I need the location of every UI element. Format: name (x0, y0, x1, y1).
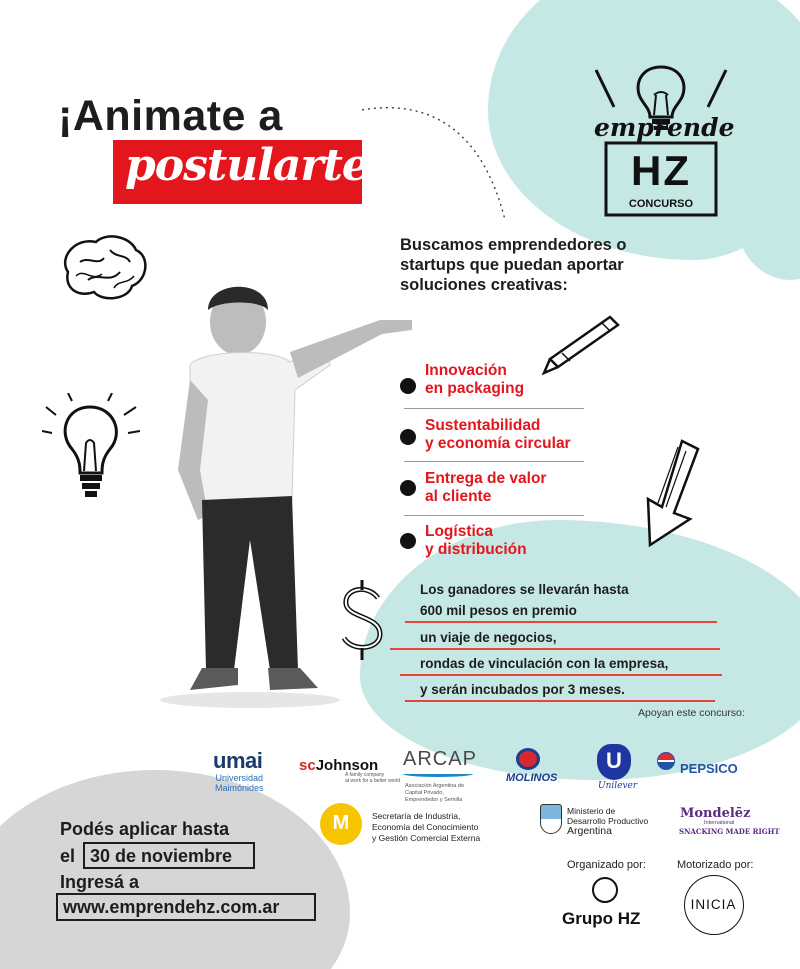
mcdonalds-mark: M (332, 812, 350, 834)
arcap-sub2: Capital Privado, (405, 790, 444, 796)
brain-icon (58, 232, 150, 304)
prize-underline (390, 648, 720, 650)
scjohnson-sub (345, 772, 400, 784)
ministerio-logo (567, 806, 648, 836)
inicia-logo (684, 875, 744, 935)
category-line2: y distribución (425, 541, 527, 558)
category-line2: y economía circular (425, 435, 571, 452)
grupo-hz-logo: Grupo HZ (562, 909, 641, 928)
divider (404, 461, 584, 462)
cta-line1: Podés aplicar hasta (60, 819, 230, 839)
support-label: Apoyan este concurso: (638, 707, 745, 719)
mondelez-tagline: SNACKING MADE RIGHT (679, 827, 780, 836)
logo-sub: CONCURSO (628, 198, 694, 210)
secretaria-line3: y Gestión Comercial Externa (372, 833, 481, 843)
umai-sub1: Universidad (215, 773, 264, 783)
divider (404, 408, 584, 409)
bullet-icon (400, 429, 416, 445)
unilever-logo: Unilever (598, 781, 638, 791)
intro-text: Buscamos emprendedores o startups que puedan aportar soluciones creativas: (400, 236, 627, 294)
secretaria-line1: Secretaría de Industria, (372, 811, 461, 821)
ministerio-line1: Ministerio de (567, 806, 616, 816)
prize-line-5: y serán incubados por 3 meses. (420, 682, 625, 697)
arcap-sub3: Emprendedor y Semilla (405, 797, 463, 803)
unilever-mark-icon (597, 744, 631, 780)
pencil-icon (540, 315, 620, 375)
unilever-mark: U (606, 748, 622, 773)
lightbulb-icon (42, 393, 142, 505)
mondelez-logo: Mondelēz (680, 806, 751, 821)
argentina-shield-icon (540, 804, 562, 834)
scjohnson-name: Johnson (315, 757, 379, 774)
logo-script: emprende (594, 113, 735, 142)
cta-line2-prefix: el (60, 846, 76, 866)
prize-underline (405, 621, 717, 623)
umai-logo: umai (213, 748, 263, 773)
prize-line-3: un viaje de negocios, (420, 630, 557, 645)
prize-line-4: rondas de vinculación con la empresa, (420, 656, 669, 671)
category-line2: en packaging (425, 380, 525, 397)
pepsico-globe-icon (657, 752, 675, 770)
scjohnson-sub2: at work for a better world (345, 778, 401, 784)
bullet-icon (400, 378, 416, 394)
arcap-sub1: Asociación Argentina de (405, 783, 465, 789)
category-line1: Entrega de valor (425, 470, 547, 487)
ministerio-line2: Desarrollo Productivo (567, 816, 649, 826)
molinos-logo: MOLINOS (506, 772, 558, 784)
prize-line-2: 600 mil pesos en premio (420, 603, 577, 618)
dollar-icon (338, 580, 388, 660)
cta-deadline: 30 de noviembre (90, 846, 233, 866)
prize-underline (405, 700, 715, 702)
prize-line-1: Los ganadores se llevarán hasta (420, 582, 629, 597)
cta-url[interactable]: www.emprendehz.com.ar (63, 897, 280, 917)
category-line1: Sustentabilidad (425, 417, 541, 434)
grupo-hz-mark-icon (592, 877, 618, 903)
dotted-arc-decoration (360, 100, 540, 240)
umai-sub (215, 773, 264, 793)
molinos-mark-icon (516, 748, 540, 770)
person-photo (150, 270, 430, 720)
secretaria-line2: Economía del Conocimiento (372, 822, 479, 832)
bullet-icon (400, 480, 416, 496)
umai-sub2: Maimónides (215, 783, 264, 793)
bullet-icon (400, 533, 416, 549)
gray-blob-bottom (0, 770, 350, 969)
divider (404, 515, 584, 516)
emprende-hz-logo (592, 65, 735, 223)
category-line1: Logística (425, 523, 494, 540)
headline-line2: postularte! (125, 140, 388, 191)
headline-line1: ¡Animate a (58, 92, 283, 140)
category-line1: Innovación (425, 362, 507, 379)
mcdonalds-logo (320, 803, 362, 845)
motor-label: Motorizado por: (677, 859, 754, 871)
organizer-label: Organizado por: (567, 859, 646, 871)
secretaria-logo (372, 811, 480, 844)
logo-letters: HZ (631, 147, 691, 194)
scjohnson-sc: sc (299, 757, 316, 774)
mondelez-sub: International (704, 820, 735, 826)
prize-underline (400, 674, 722, 676)
pepsico-logo: PEPSICO (680, 761, 738, 776)
category-line2: al cliente (425, 488, 492, 505)
arcap-logo: ARCAP (403, 748, 477, 770)
arcap-swoosh-icon (403, 771, 473, 777)
arcap-sub (405, 783, 464, 804)
ministerio-line3: Argentina (567, 825, 612, 837)
cta-line3: Ingresá a (60, 872, 140, 892)
scjohnson-sub1: A family company (345, 772, 385, 778)
inicia-name: INICIA (690, 897, 737, 912)
arrow-down-icon (638, 437, 710, 549)
